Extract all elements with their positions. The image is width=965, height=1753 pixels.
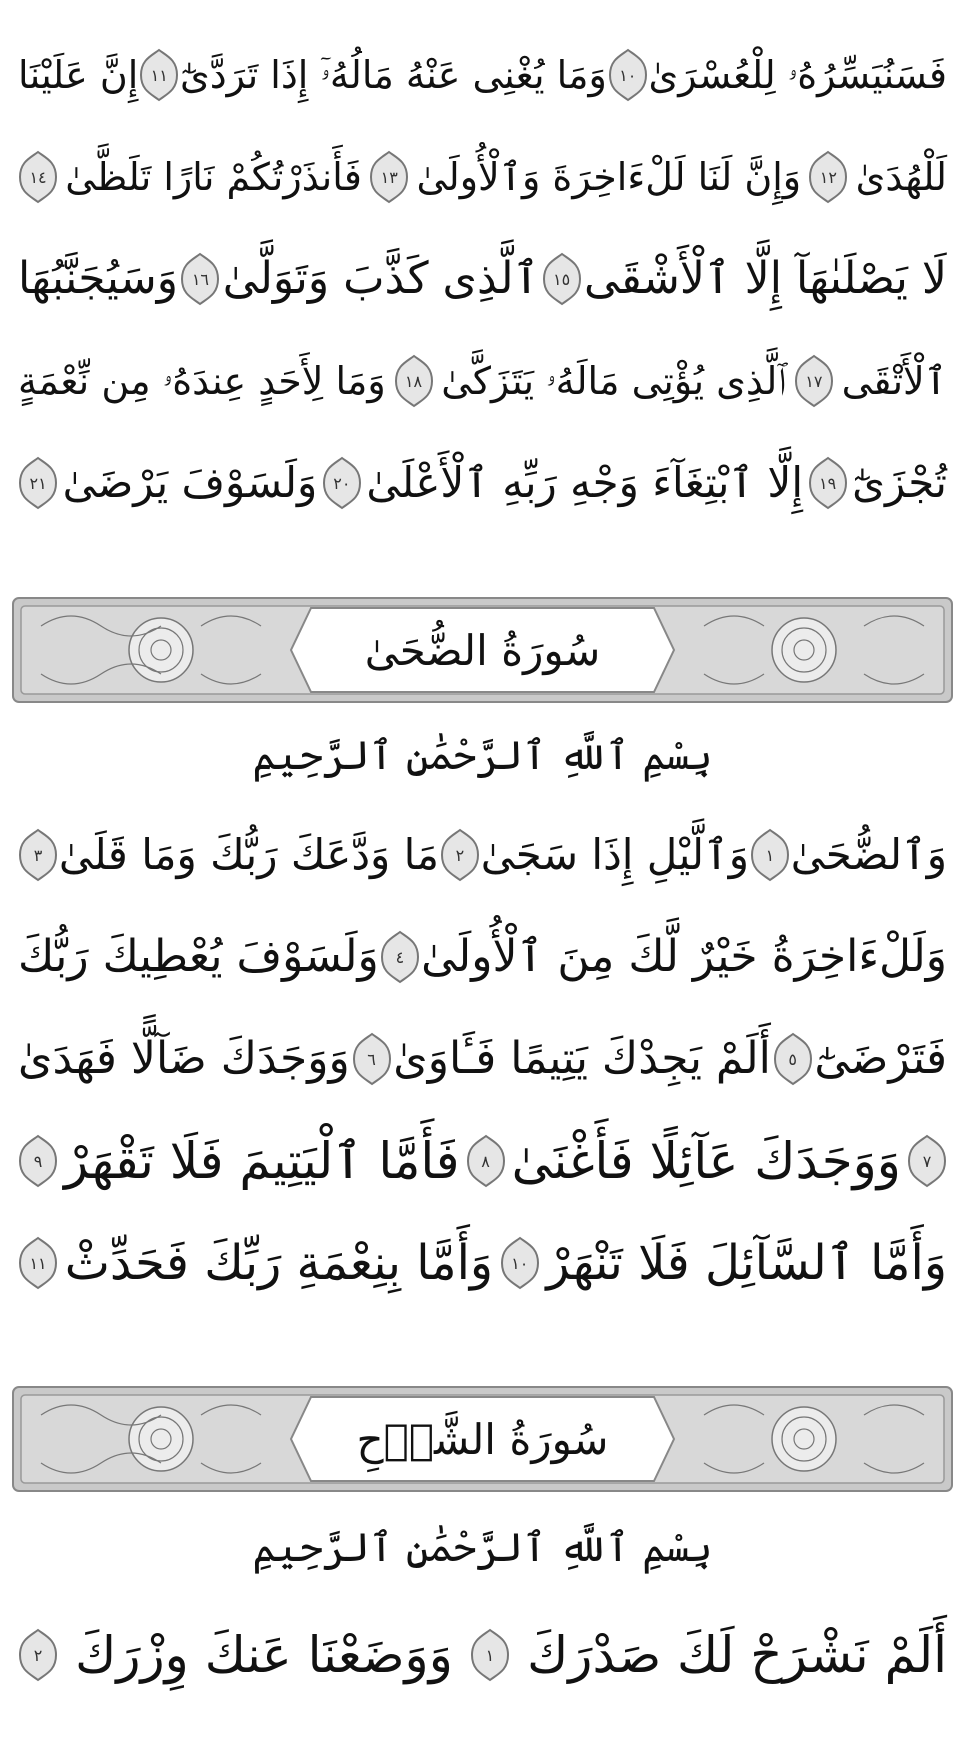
verse-line xyxy=(18,20,947,130)
ayah-number-marker: ٩ xyxy=(18,1134,58,1188)
verse-text: وَوَجَدَكَ ضَآلًّا فَهَدَىٰ xyxy=(18,1033,350,1084)
verse-line xyxy=(18,1004,947,1114)
verse-text: فَتَرْضَىٰٓ xyxy=(814,1033,947,1084)
verse-line xyxy=(18,800,947,910)
verse-text: تُجْزَىٰٓ xyxy=(852,458,947,507)
verse-text: مَا وَدَّعَكَ رَبُّكَ وَمَا قَلَىٰ xyxy=(58,830,439,879)
ayah-number-marker: ١٠ xyxy=(500,1236,540,1290)
verse-text: إِلَّا ٱبْتِغَآءَ وَجْهِ رَبِّهِ ٱلْأَعْلَىٰ xyxy=(366,458,804,507)
ayah-number-marker: ٢ xyxy=(440,828,480,882)
verse-text: لَلْهُدَىٰ xyxy=(855,155,947,199)
surah-header-banner xyxy=(11,1385,954,1493)
ayah-number-marker: ٤ xyxy=(380,930,420,984)
verse-text: لَا يَصْلَىٰهَآ إِلَّا ٱلْأَشْقَى xyxy=(584,253,947,304)
ayah-number-marker: ١٥ xyxy=(542,252,582,306)
ayah-number-marker: ١٦ xyxy=(180,252,220,306)
basmala: بِسْمِ ٱللَّهِ ٱلرَّحْمَٰنِ ٱلرَّحِيمِ xyxy=(252,1525,713,1571)
ayah-number-marker: ١٣ xyxy=(369,150,409,204)
ayah-number-marker: ١٤ xyxy=(18,150,58,204)
verse-line xyxy=(18,902,947,1012)
verse-line xyxy=(18,224,947,334)
ayah-number-marker: ٧ xyxy=(907,1134,947,1188)
surah-title: سُورَةُ الشَّرۡحِ xyxy=(356,1414,609,1464)
verse-line xyxy=(18,326,947,436)
ayah-number-marker: ٣ xyxy=(18,828,58,882)
verse-text: وَوَضَعْنَا عَنكَ وِزْرَكَ xyxy=(75,1626,453,1684)
ayah-number-marker: ٦ xyxy=(352,1032,392,1086)
verse-text: وَوَجَدَكَ عَآئِلًا فَأَغْنَىٰ xyxy=(511,1132,901,1190)
verse-text: فَأَنذَرْتُكُمْ نَارًا تَلَظَّىٰ xyxy=(65,155,362,199)
verse-text: وَلَسَوْفَ يَرْضَىٰ xyxy=(62,458,318,507)
basmala: بِسْمِ ٱللَّهِ ٱلرَّحْمَٰنِ ٱلرَّحِيمِ xyxy=(252,733,713,779)
surah-header-banner xyxy=(11,596,954,704)
verse-text: ٱلَّذِى يُؤْتِى مَالَهُۥ يَتَزَكَّىٰ xyxy=(441,359,787,403)
verse-line xyxy=(18,122,947,232)
verse-line xyxy=(18,1106,947,1216)
ayah-number-marker: ١٨ xyxy=(394,354,434,408)
verse-text: وَسَيُجَنَّبُهَا xyxy=(18,253,179,304)
verse-text: وَمَا لِأَحَدٍ عِندَهُۥ مِن نِّعْمَةٍ xyxy=(18,359,386,403)
verse-text: فَسَنُيَسِّرُهُۥ لِلْعُسْرَىٰ xyxy=(648,53,947,97)
ayah-number-marker: ١٠ xyxy=(608,48,648,102)
verse-text: وَأَمَّا بِنِعْمَةِ رَبِّكَ فَحَدِّثْ xyxy=(64,1235,494,1291)
ayah-number-marker: ١١ xyxy=(139,48,179,102)
verse-line xyxy=(18,1208,947,1318)
ayah-number-marker: ١١ xyxy=(18,1236,58,1290)
verse-text: إِنَّ عَلَيْنَا xyxy=(18,53,139,97)
verse-text: وَٱلَّيْلِ إِذَا سَجَىٰ xyxy=(480,830,749,879)
ayah-number-marker: ٨ xyxy=(466,1134,506,1188)
ayah-number-marker: ٢ xyxy=(18,1628,58,1682)
ayah-number-marker: ٢١ xyxy=(18,456,58,510)
verse-text: ٱلْأَتْقَى xyxy=(841,359,947,403)
verse-text: أَلَمْ يَجِدْكَ يَتِيمًا فَـَٔاوَىٰ xyxy=(393,1033,771,1084)
ayah-number-marker: ١٧ xyxy=(794,354,834,408)
verse-text: وَمَا يُغْنِى عَنْهُ مَالُهُۥٓ إِذَا تَرَدَّىٰٓ xyxy=(180,53,607,97)
verse-text: ٱلَّذِى كَذَّبَ وَتَوَلَّىٰ xyxy=(222,253,540,304)
ayah-number-marker: ٥ xyxy=(773,1032,813,1086)
verse-text: وَٱلضُّحَىٰ xyxy=(790,830,947,879)
ayah-number-marker: ١٢ xyxy=(808,150,848,204)
surah-title: سُورَةُ الضُّحَىٰ xyxy=(364,625,601,675)
verse-line xyxy=(18,1600,947,1710)
ayah-number-marker: ١ xyxy=(470,1628,510,1682)
verse-text: أَلَمْ نَشْرَحْ لَكَ صَدْرَكَ xyxy=(527,1626,947,1684)
verse-text: وَأَمَّا ٱلسَّآئِلَ فَلَا تَنْهَرْ xyxy=(546,1235,947,1291)
ayah-number-marker: ١٩ xyxy=(808,456,848,510)
ayah-number-marker: ٢٠ xyxy=(322,456,362,510)
verse-text: فَأَمَّا ٱلْيَتِيمَ فَلَا تَقْهَرْ xyxy=(64,1132,460,1190)
verse-text: وَلَلْءَاخِرَةُ خَيْرٌ لَّكَ مِنَ ٱلْأُولَىٰ xyxy=(421,931,947,982)
verse-text: وَلَسَوْفَ يُعْطِيكَ رَبُّكَ xyxy=(18,931,379,982)
verse-line xyxy=(18,428,947,538)
ayah-number-marker: ١ xyxy=(750,828,790,882)
verse-text: وَإِنَّ لَنَا لَلْءَاخِرَةَ وَٱلْأُولَىٰ xyxy=(416,155,802,199)
